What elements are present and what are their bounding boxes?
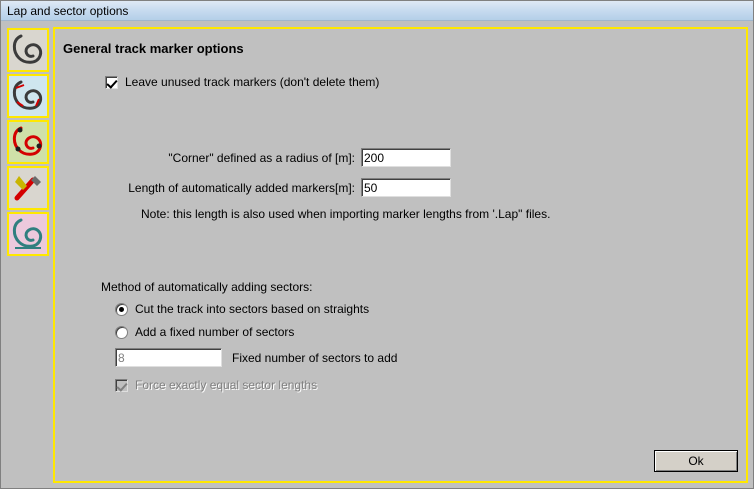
force-equal-lengths-checkbox[interactable] <box>115 379 128 392</box>
marker-length-note: Note: this length is also used when importing marker lengths from '.Lap" files. <box>141 207 551 221</box>
corner-radius-row <box>55 148 565 167</box>
radio-cut-by-straights-row[interactable] <box>115 302 369 316</box>
marker-length-input[interactable] <box>361 178 451 197</box>
force-equal-lengths-label: Force exactly equal sector lengths <box>135 378 318 392</box>
track-markers-icon <box>9 76 47 116</box>
radio-fixed-number-row[interactable] <box>115 325 294 339</box>
radio-fixed-number-label: Add a fixed number of sectors <box>135 325 295 339</box>
sidebar-item-track-shape[interactable] <box>7 28 49 72</box>
track-sectors-icon <box>9 122 47 162</box>
track-map-icon <box>9 214 47 254</box>
sidebar-item-lap-sectors[interactable] <box>7 120 49 164</box>
marker-length-row <box>55 178 565 197</box>
tab-strip <box>7 28 51 258</box>
corner-radius-label: "Corner" defined as a radius of [m]: <box>168 150 355 165</box>
window-body <box>1 22 753 488</box>
window-titlebar <box>1 1 753 21</box>
track-loop-icon <box>9 30 47 70</box>
radio-cut-by-straights[interactable] <box>115 303 128 316</box>
radio-fixed-number[interactable] <box>115 326 128 339</box>
corner-radius-input[interactable] <box>361 148 451 167</box>
leave-unused-markers-checkbox[interactable] <box>105 76 118 89</box>
sidebar-item-track-map[interactable] <box>7 212 49 256</box>
force-equal-lengths-row[interactable] <box>115 378 317 392</box>
leave-unused-markers-row[interactable] <box>105 75 379 89</box>
radio-cut-by-straights-label: Cut the track into sectors based on straights <box>135 302 370 316</box>
sidebar-item-tools[interactable] <box>7 166 49 210</box>
window-title: Lap and sector options <box>7 3 129 18</box>
ok-button[interactable]: Ok <box>654 450 738 472</box>
page-title: General track marker options <box>63 41 244 56</box>
options-panel <box>53 27 748 483</box>
sidebar-item-track-markers[interactable] <box>7 74 49 118</box>
wrench-screwdriver-icon <box>9 168 47 208</box>
marker-length-label: Length of automatically added markers[m]: <box>128 180 355 195</box>
fixed-number-input[interactable] <box>115 348 222 367</box>
fixed-number-row <box>115 348 397 367</box>
leave-unused-markers-label: Leave unused track markers (don't delete them) <box>125 75 380 89</box>
fixed-number-caption: Fixed number of sectors to add <box>232 350 398 365</box>
method-section-label: Method of automatically adding sectors: <box>101 280 313 294</box>
